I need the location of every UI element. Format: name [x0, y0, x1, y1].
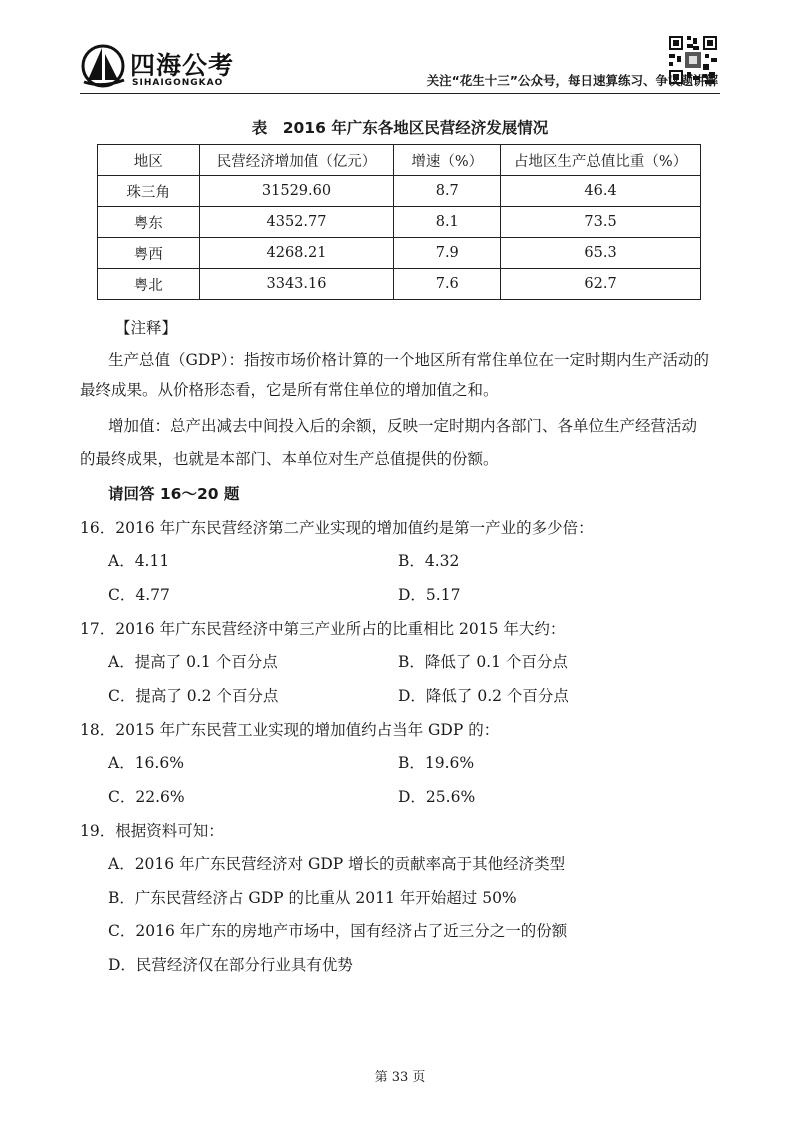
table-cell: 7.6	[394, 269, 501, 300]
answer-option: B．4.32	[398, 552, 460, 570]
answer-option: A．提高了 0.1 个百分点	[108, 653, 278, 671]
gdp-definition-line: 最终成果。从价格形态看，它是所有常住单位的增加值之和。	[80, 381, 499, 399]
value-added-definition-line: 的最终成果，也就是本部门、本单位对生产总值提供的份额。	[80, 450, 499, 468]
table-row	[98, 238, 701, 269]
answer-option: C．提高了 0.2 个百分点	[108, 687, 279, 705]
gdp-definition-line: 生产总值（GDP）：指按市场价格计算的一个地区所有常住单位在一定时期内生产活动的	[108, 351, 709, 369]
sailboat-logo-icon	[80, 42, 126, 90]
notes-heading: 【注释】	[115, 319, 178, 337]
table-cell: 31529.60	[199, 176, 394, 207]
answer-option: D．5.17	[398, 586, 461, 604]
table-header-cell: 增速（%）	[394, 145, 501, 176]
answer-option: D．25.6%	[398, 788, 476, 806]
question-stem: 16．2016 年广东民营经济第二产业实现的增加值约是第一产业的多少倍：	[80, 519, 594, 537]
answer-option: D．民营经济仅在部分行业具有优势	[108, 956, 353, 974]
table-cell: 3343.16	[199, 269, 394, 300]
answer-option: C．4.77	[108, 586, 170, 604]
table-cell: 粤西	[98, 238, 200, 269]
answer-option: A．2016 年广东民营经济对 GDP 增长的贡献率高于其他经济类型	[108, 855, 566, 873]
table-cell: 7.9	[394, 238, 501, 269]
answer-option: C．2016 年广东的房地产市场中，国有经济占了近三分之一的份额	[108, 922, 568, 940]
table-cell: 粤东	[98, 207, 200, 238]
logo	[80, 42, 240, 94]
table-cell: 粤北	[98, 269, 200, 300]
table-header-cell: 民营经济增加值（亿元）	[199, 145, 394, 176]
table-row	[98, 176, 701, 207]
header-divider	[80, 93, 720, 94]
table-cell: 73.5	[501, 207, 701, 238]
question-stem: 19．根据资料可知：	[80, 822, 224, 840]
table-row	[98, 269, 701, 300]
table-cell: 4268.21	[199, 238, 394, 269]
answer-option: A．4.11	[108, 552, 170, 570]
answer-option: B．广东民营经济占 GDP 的比重从 2011 年开始超过 50%	[108, 889, 517, 907]
table-cell: 8.7	[394, 176, 501, 207]
table-cell: 4352.77	[199, 207, 394, 238]
table-header-cell: 地区	[98, 145, 200, 176]
table-cell: 62.7	[501, 269, 701, 300]
table-cell: 46.4	[501, 176, 701, 207]
question-stem: 18．2015 年广东民营工业实现的增加值约占当年 GDP 的：	[80, 721, 500, 739]
data-table	[97, 144, 701, 300]
table-cell: 8.1	[394, 207, 501, 238]
value-added-definition-line: 增加值：总产出减去中间投入后的余额，反映一定时期内各部门、各单位生产经营活动	[108, 417, 698, 435]
page-number: 第 33 页	[374, 1070, 426, 1085]
answer-option: C．22.6%	[108, 788, 185, 806]
table-header-row	[98, 145, 701, 176]
answer-option: B．降低了 0.1 个百分点	[398, 653, 568, 671]
logo-subtext: SIHAIGONGKAO	[132, 78, 224, 88]
answer-option: D．降低了 0.2 个百分点	[398, 687, 569, 705]
answer-option: A．16.6%	[108, 754, 184, 772]
question-stem: 17．2016 年广东民营经济中第三产业所占的比重相比 2015 年大约：	[80, 620, 566, 638]
table-cell: 65.3	[501, 238, 701, 269]
table-cell: 珠三角	[98, 176, 200, 207]
answer-option: B．19.6%	[398, 754, 475, 772]
table-title: 表 2016 年广东各地区民营经济发展情况	[251, 119, 549, 137]
section-heading: 请回答 16～20 题	[108, 485, 240, 503]
table-row	[98, 207, 701, 238]
table-header-cell: 占地区生产总值比重（%）	[501, 145, 701, 176]
header-slogan: 关注“花生十三”公众号，每日速算练习、争议题讲解	[426, 73, 718, 88]
logo-text: 四海公考	[130, 51, 235, 80]
